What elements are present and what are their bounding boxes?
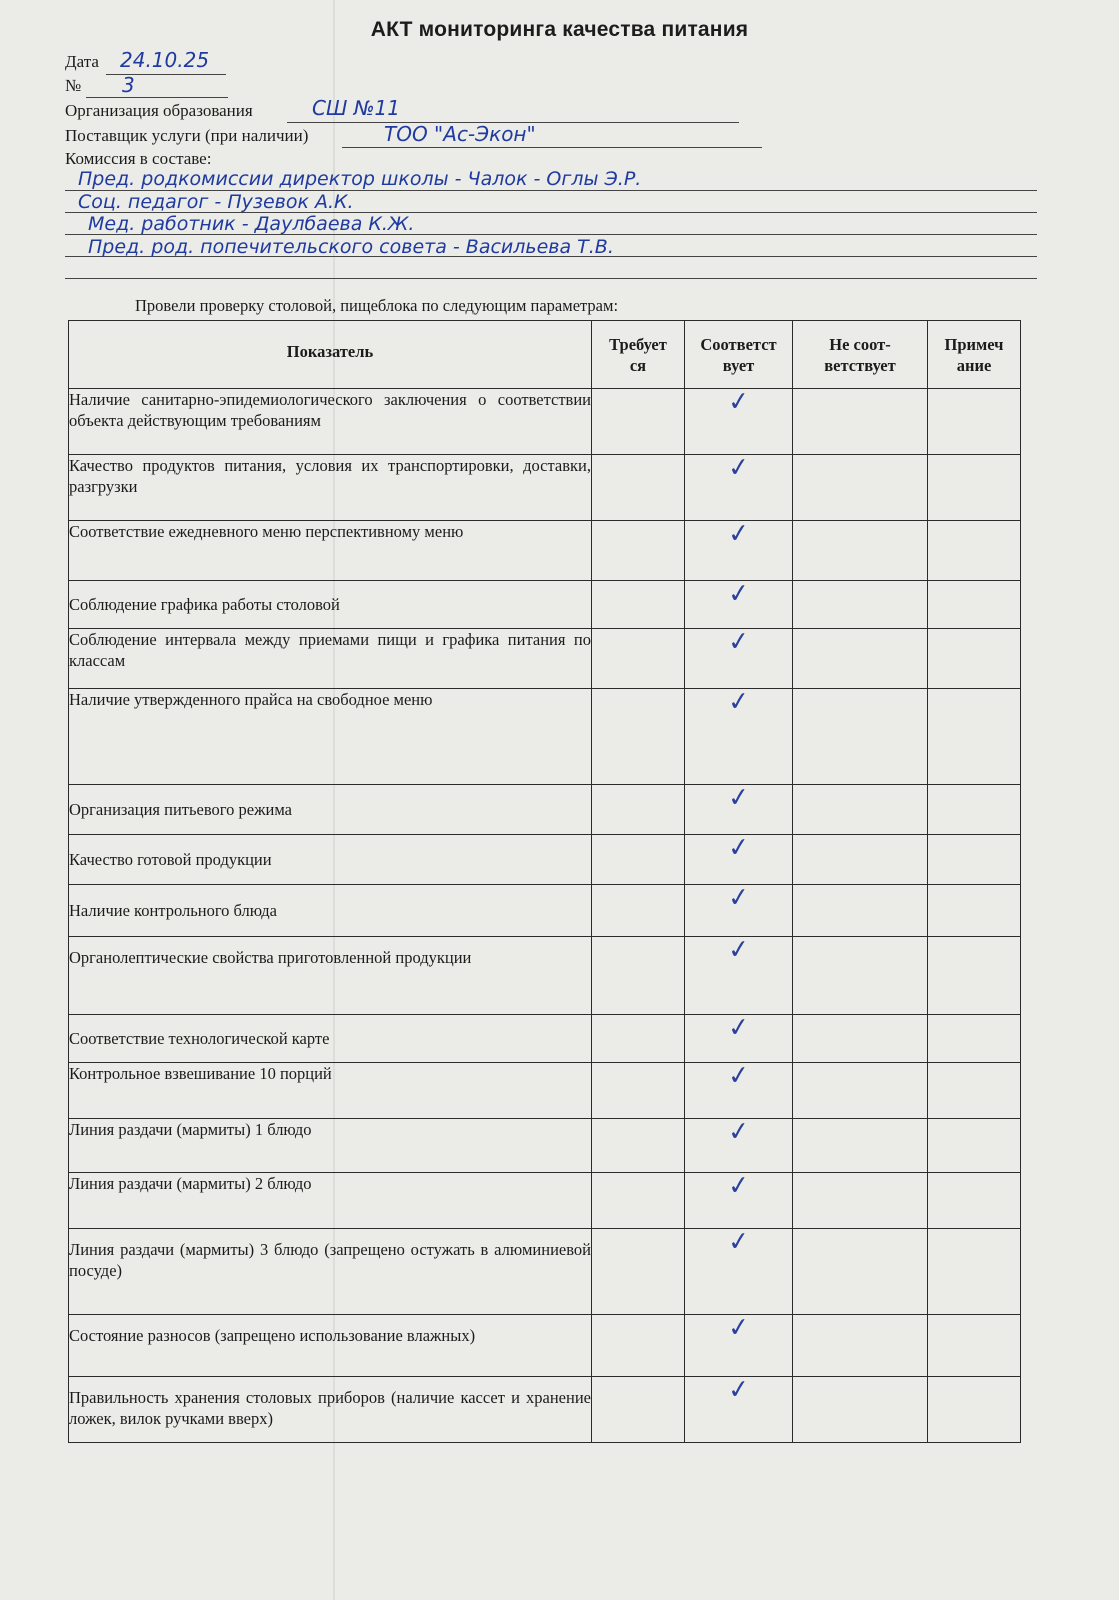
table-row — [69, 1173, 1021, 1229]
compliant-cell — [685, 385, 793, 455]
table-row — [69, 1229, 1021, 1315]
required-cell — [592, 389, 685, 455]
required-cell — [592, 521, 685, 581]
table-row — [69, 1015, 1021, 1063]
indicator-cell: Состояние разносов (запрещено использование влажных) — [69, 1315, 592, 1377]
table-row — [69, 629, 1021, 689]
required-cell — [592, 689, 685, 785]
table-row — [69, 1063, 1021, 1119]
compliant-cell — [685, 881, 793, 937]
required-cell — [592, 629, 685, 689]
table-row — [69, 521, 1021, 581]
required-cell — [592, 835, 685, 885]
indicator-cell: Соблюдение графика работы столовой — [69, 581, 592, 629]
indicator-cell: Контрольное взвешивание 10 порций — [69, 1063, 592, 1119]
check-mark-icon: ✓ — [726, 517, 751, 551]
table-row — [69, 937, 1021, 1015]
supplier-underline — [342, 147, 762, 148]
required-cell — [592, 785, 685, 835]
compliant-cell — [685, 625, 793, 689]
indicator-cell: Соответствие технологической карте — [69, 1015, 592, 1063]
indicator-cell: Наличие контрольного блюда — [69, 885, 592, 937]
intro-text: Провели проверку столовой, пищеблока по следующим параметрам: — [135, 296, 619, 315]
org-label: Организация образования — [65, 101, 253, 120]
noncompliant-cell — [793, 835, 928, 885]
compliant-cell — [685, 451, 793, 521]
check-mark-icon: ✓ — [726, 933, 751, 967]
indicator-cell: Соблюдение интервала между приемами пищи и графика питания по классам — [69, 629, 592, 689]
column-header-text: Требует ся — [609, 334, 667, 375]
note-cell — [928, 785, 1021, 835]
column-header — [685, 321, 793, 389]
compliant-cell — [685, 685, 793, 785]
table-header-row — [69, 321, 1021, 389]
note-cell — [928, 689, 1021, 785]
inspection-table — [68, 320, 1021, 1443]
indicator-cell: Линия раздачи (мармиты) 1 блюдо — [69, 1119, 592, 1173]
commission-line — [65, 278, 1037, 279]
required-cell — [592, 1173, 685, 1229]
supplier-value: ТОО "Ас-Экон" — [384, 122, 536, 146]
compliant-cell — [685, 933, 793, 1015]
noncompliant-cell — [793, 521, 928, 581]
org-value: СШ №11 — [312, 96, 400, 120]
check-mark-icon: ✓ — [726, 1011, 751, 1045]
noncompliant-cell — [793, 1173, 928, 1229]
noncompliant-cell — [793, 1229, 928, 1315]
table-row — [69, 389, 1021, 455]
note-cell — [928, 1377, 1021, 1443]
note-cell — [928, 1119, 1021, 1173]
noncompliant-cell — [793, 629, 928, 689]
noncompliant-cell — [793, 455, 928, 521]
noncompliant-cell — [793, 1063, 928, 1119]
note-cell — [928, 885, 1021, 937]
commission-member: Мед. работник - Даулбаева К.Ж. — [88, 213, 415, 235]
note-cell — [928, 455, 1021, 521]
check-mark-icon: ✓ — [726, 385, 751, 419]
noncompliant-cell — [793, 581, 928, 629]
document-title: АКТ мониторинга качества питания — [370, 18, 749, 41]
note-cell — [928, 835, 1021, 885]
indicator-cell: Линия раздачи (мармиты) 3 блюдо (запрещено остужать в алюминиевой посуде) — [69, 1229, 592, 1315]
table-row — [69, 1315, 1021, 1377]
column-header-text: Примеч ание — [944, 334, 1004, 375]
noncompliant-cell — [793, 885, 928, 937]
indicator-cell: Органолептические свойства приготовленной продукции — [69, 937, 592, 1015]
indicator-cell: Качество готовой продукции — [69, 835, 592, 885]
compliant-cell — [685, 1225, 793, 1315]
column-header — [928, 321, 1021, 389]
required-cell — [592, 1315, 685, 1377]
required-cell — [592, 885, 685, 937]
note-cell — [928, 1015, 1021, 1063]
check-mark-icon: ✓ — [726, 881, 751, 915]
compliant-cell — [685, 1169, 793, 1229]
noncompliant-cell — [793, 389, 928, 455]
required-cell — [592, 937, 685, 1015]
note-cell — [928, 389, 1021, 455]
note-cell — [928, 629, 1021, 689]
indicator-cell: Качество продуктов питания, условия их транспортировки, доставки, разгрузки — [69, 455, 592, 521]
check-mark-icon: ✓ — [726, 1169, 751, 1203]
date-value: 24.10.25 — [120, 48, 210, 72]
note-cell — [928, 937, 1021, 1015]
required-cell — [592, 1015, 685, 1063]
note-cell — [928, 521, 1021, 581]
column-header: Показатель — [69, 321, 592, 389]
indicator-cell: Наличие санитарно-эпидемиологического заключения о соответствии объекта действующим требованиям — [69, 389, 592, 455]
table-row — [69, 835, 1021, 885]
note-cell — [928, 1173, 1021, 1229]
column-header — [592, 321, 685, 389]
check-mark-icon: ✓ — [726, 1311, 751, 1345]
table-row — [69, 785, 1021, 835]
noncompliant-cell — [793, 1377, 928, 1443]
note-cell — [928, 1063, 1021, 1119]
number-value: 3 — [122, 73, 135, 97]
compliant-cell — [685, 1059, 793, 1119]
check-mark-icon: ✓ — [726, 1225, 751, 1259]
indicator-cell: Линия раздачи (мармиты) 2 блюдо — [69, 1173, 592, 1229]
commission-member: Соц. педагог - Пузевок А.К. — [78, 191, 354, 213]
check-mark-icon: ✓ — [726, 1059, 751, 1093]
check-mark-icon: ✓ — [726, 781, 751, 815]
note-cell — [928, 1315, 1021, 1377]
column-header — [793, 321, 928, 389]
indicator-cell: Наличие утвержденного прайса на свободное меню — [69, 689, 592, 785]
supplier-label: Поставщик услуги (при наличии) — [65, 126, 309, 145]
commission-label: Комиссия в составе: — [65, 149, 212, 168]
required-cell — [592, 1229, 685, 1315]
noncompliant-cell — [793, 1015, 928, 1063]
compliant-cell — [685, 1373, 793, 1443]
column-header-text: Соответст вует — [700, 334, 777, 375]
table-row — [69, 885, 1021, 937]
number-underline — [86, 97, 228, 98]
check-mark-icon: ✓ — [726, 577, 751, 611]
check-mark-icon: ✓ — [726, 625, 751, 659]
indicator-cell: Организация питьевого режима — [69, 785, 592, 835]
compliant-cell — [685, 1311, 793, 1377]
check-mark-icon: ✓ — [726, 1115, 751, 1149]
check-mark-icon: ✓ — [726, 1373, 751, 1407]
noncompliant-cell — [793, 937, 928, 1015]
compliant-cell — [685, 781, 793, 835]
compliant-cell — [685, 831, 793, 885]
date-label: Дата — [65, 52, 99, 71]
compliant-cell — [685, 1011, 793, 1063]
check-mark-icon: ✓ — [726, 451, 751, 485]
noncompliant-cell — [793, 785, 928, 835]
indicator-cell: Правильность хранения столовых приборов (наличие кассет и хранение ложек, вилок ручками вверх) — [69, 1377, 592, 1443]
note-cell — [928, 1229, 1021, 1315]
noncompliant-cell — [793, 1119, 928, 1173]
compliant-cell — [685, 1115, 793, 1173]
table-row — [69, 581, 1021, 629]
number-label: № — [65, 76, 82, 95]
noncompliant-cell — [793, 689, 928, 785]
note-cell — [928, 581, 1021, 629]
required-cell — [592, 1377, 685, 1443]
commission-member: Пред. род. попечительского совета - Васильева Т.В. — [88, 236, 614, 258]
table-row — [69, 689, 1021, 785]
noncompliant-cell — [793, 1315, 928, 1377]
table-row — [69, 1119, 1021, 1173]
commission-member: Пред. родкомиссии директор школы - Чалок - Оглы Э.Р. — [78, 168, 642, 190]
table-row — [69, 1377, 1021, 1443]
compliant-cell — [685, 577, 793, 629]
table-row — [69, 455, 1021, 521]
column-header-text: Не соот- ветствует — [824, 334, 896, 375]
check-mark-icon: ✓ — [726, 831, 751, 865]
check-mark-icon: ✓ — [726, 685, 751, 719]
required-cell — [592, 1063, 685, 1119]
required-cell — [592, 581, 685, 629]
compliant-cell — [685, 517, 793, 581]
required-cell — [592, 455, 685, 521]
required-cell — [592, 1119, 685, 1173]
indicator-cell: Соответствие ежедневного меню перспективному меню — [69, 521, 592, 581]
